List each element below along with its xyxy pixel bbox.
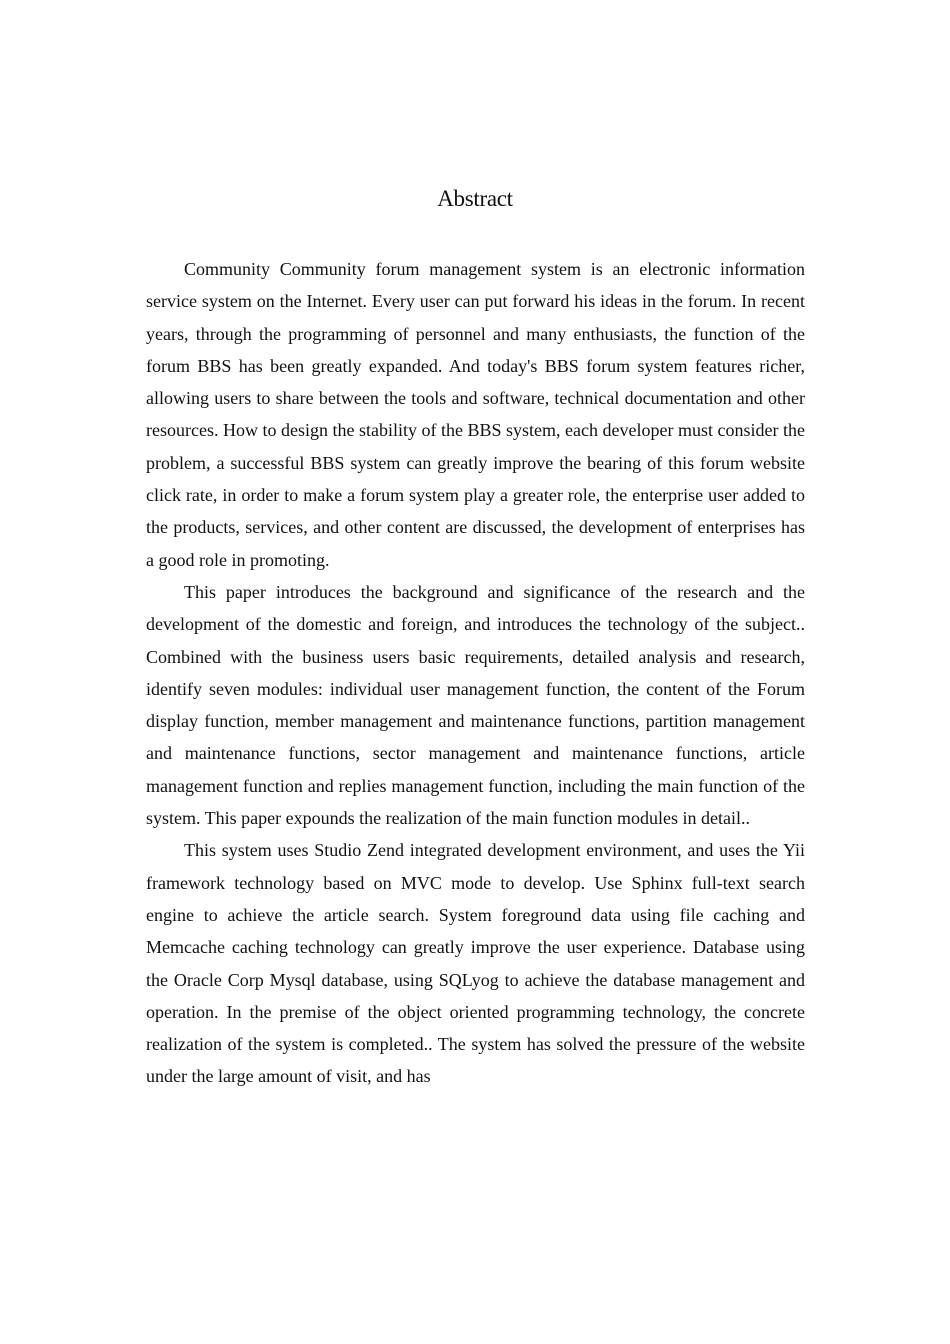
abstract-paragraph-2: This paper introduces the background and significance of the research and the development of the domestic and foreign, and introduces the technology of the subject.. Combined with the business users basic requirements, detailed analysis and research, identify seven modules: individual user management function, the content of the Forum display function, member management and maintenance functions, partition management and maintenance functions, sector management and maintenance functions, article management function and replies management function, including the main function of the system. This paper expounds the realization of the main function modules in detail.. bbox=[146, 581, 805, 829]
abstract-title: Abstract bbox=[437, 186, 513, 211]
abstract-body bbox=[146, 253, 805, 1093]
abstract-paragraph-3: This system uses Studio Zend integrated development environment, and uses the Yii framework technology based on MVC mode to develop. Use Sphinx full-text search engine to achieve the article search. System foreground data using file caching and Memcache caching technology can greatly improve the user experience. Database using the Oracle Corp Mysql database, using SQLyog to achieve the database management and operation. In the premise of the object oriented programming technology, the concrete realization of the system is completed.. The system has solved the pressure of the website under the large amount of visit, and has bbox=[146, 840, 805, 1087]
abstract-paragraph-1: Community Community forum management system is an electronic information service system on the Internet. Every user can put forward his ideas in the forum. In recent years, through the programming of personnel and many enthusiasts, the function of the forum BBS has been greatly expanded. And today's BBS forum system features richer, allowing users to share between the tools and software, technical documentation and other resources. How to design the stability of the BBS system, each developer must consider the problem, a successful BBS system can greatly improve the bearing of this forum website click rate, in order to make a forum system play a greater role, the enterprise user added to the products, services, and other content are discussed, the development of enterprises has a good role in promoting. bbox=[146, 259, 805, 570]
